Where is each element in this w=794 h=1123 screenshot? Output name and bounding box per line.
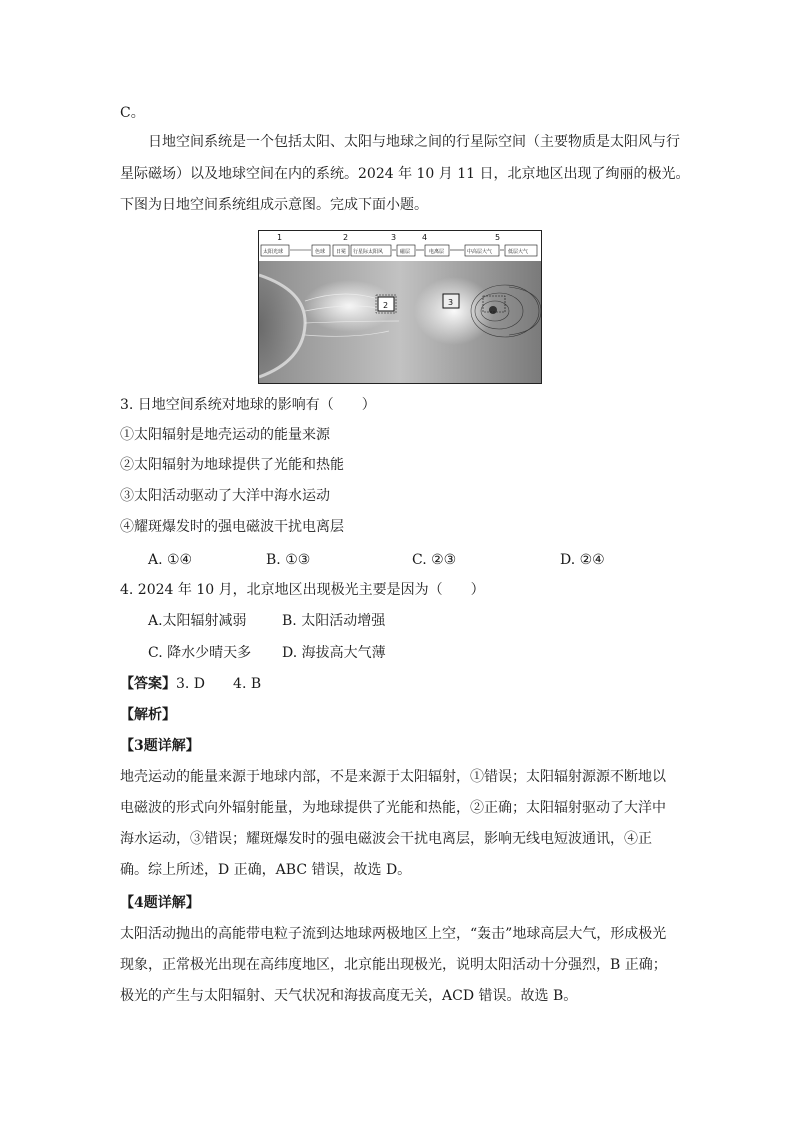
- intro-line-3: 下图为日地空间系统组成示意图。完成下面小题。: [120, 197, 428, 213]
- figure-label-solar-wind: 行星际太阳风: [353, 249, 384, 255]
- q3-detail-line-4: 确。综上所述，D 正确，ABC 错误，故选 D。: [120, 862, 412, 878]
- q4-option-a: A.太阳辐射减弱: [148, 613, 247, 629]
- q3-item-4: ④耀斑爆发时的强电磁波干扰电离层: [120, 519, 344, 535]
- q4-option-c: C. 降水少晴天多: [148, 645, 252, 661]
- q3-detail-line-1: 地壳运动的能量来源于地球内部，不是来源于太阳辐射，①错误；太阳辐射源源不断地以: [120, 769, 666, 785]
- q3-item-1: ①太阳辐射是地壳运动的能量来源: [120, 427, 330, 443]
- q3-option-d: D. ②④: [560, 552, 605, 568]
- figure-svg: [259, 231, 541, 383]
- q3-detail-line-2: 电磁波的形式向外辐射能量，为地球提供了光能和热能，②正确；太阳辐射驱动了大洋中: [120, 800, 666, 816]
- figure-label-magnetosphere: 磁层: [400, 249, 411, 255]
- figure-box-number-3: 3: [448, 298, 454, 307]
- figure-label-upper-atmosphere: 中高层大气: [467, 249, 493, 255]
- q3-stem: 3. 日地空间系统对地球的影响有（ ）: [120, 397, 376, 413]
- figure-box-number-2: 2: [383, 301, 389, 310]
- q4-detail-line-2: 现象，正常极光出现在高纬度地区，北京能出现极光，说明太阳活动十分强烈，B 正确；: [120, 957, 667, 973]
- figure-label-lower-atmosphere: 低层大气: [508, 249, 529, 255]
- figure-number-3: 3: [391, 233, 397, 242]
- analysis-label: 【解析】: [120, 707, 176, 723]
- q4-detail-label: 【4题详解】: [120, 895, 200, 911]
- q4-option-b: B. 太阳活动增强: [282, 613, 386, 629]
- earth-shape: [489, 306, 497, 314]
- q3-detail-label: 【3题详解】: [120, 738, 200, 754]
- answer-text: 3. D 4. B: [176, 676, 262, 692]
- sun-earth-system-figure: [258, 230, 542, 384]
- figure-number-2: 2: [343, 233, 349, 242]
- figure-label-corona: 日冕: [336, 249, 347, 255]
- q4-detail-line-1: 太阳活动抛出的高能带电粒子流到达地球两极地区上空，“轰击”地球高层大气，形成极光: [120, 926, 667, 942]
- figure-label-ionosphere: 电离层: [429, 249, 445, 255]
- intro-line-1: 日地空间系统是一个包括太阳、太阳与地球之间的行星际空间（主要物质是太阳风与行: [148, 134, 680, 150]
- figure-number-5: 5: [495, 233, 501, 242]
- q3-option-a: A. ①④: [148, 552, 193, 568]
- figure-number-4: 4: [422, 233, 428, 242]
- top-fragment: C。: [120, 105, 145, 121]
- figure-label-photosphere: 太阳光球: [263, 249, 284, 255]
- q4-option-d: D. 海拔高大气薄: [282, 645, 386, 661]
- answer-label: 【答案】: [120, 676, 176, 692]
- q3-detail-line-3: 海水运动，③错误；耀斑爆发时的强电磁波会干扰电离层，影响无线电短波通讯，④正: [120, 831, 652, 847]
- q3-option-c: C. ②③: [412, 552, 457, 568]
- q3-option-b: B. ①③: [266, 552, 311, 568]
- figure-number-1: 1: [277, 233, 283, 242]
- q3-item-2: ②太阳辐射为地球提供了光能和热能: [120, 457, 344, 473]
- figure-label-chromosphere: 色球: [315, 249, 326, 255]
- intro-line-2: 星际磁场）以及地球空间在内的系统。2024 年 10 月 11 日，北京地区出现了绚丽的极光。: [120, 166, 690, 182]
- q4-detail-line-3: 极光的产生与太阳辐射、天气状况和海拔高度无关，ACD 错误。故选 B。: [120, 988, 578, 1004]
- q4-stem: 4. 2024 年 10 月，北京地区出现极光主要是因为（ ）: [120, 582, 485, 598]
- q3-item-3: ③太阳活动驱动了大洋中海水运动: [120, 488, 330, 504]
- answer-line: [120, 674, 261, 694]
